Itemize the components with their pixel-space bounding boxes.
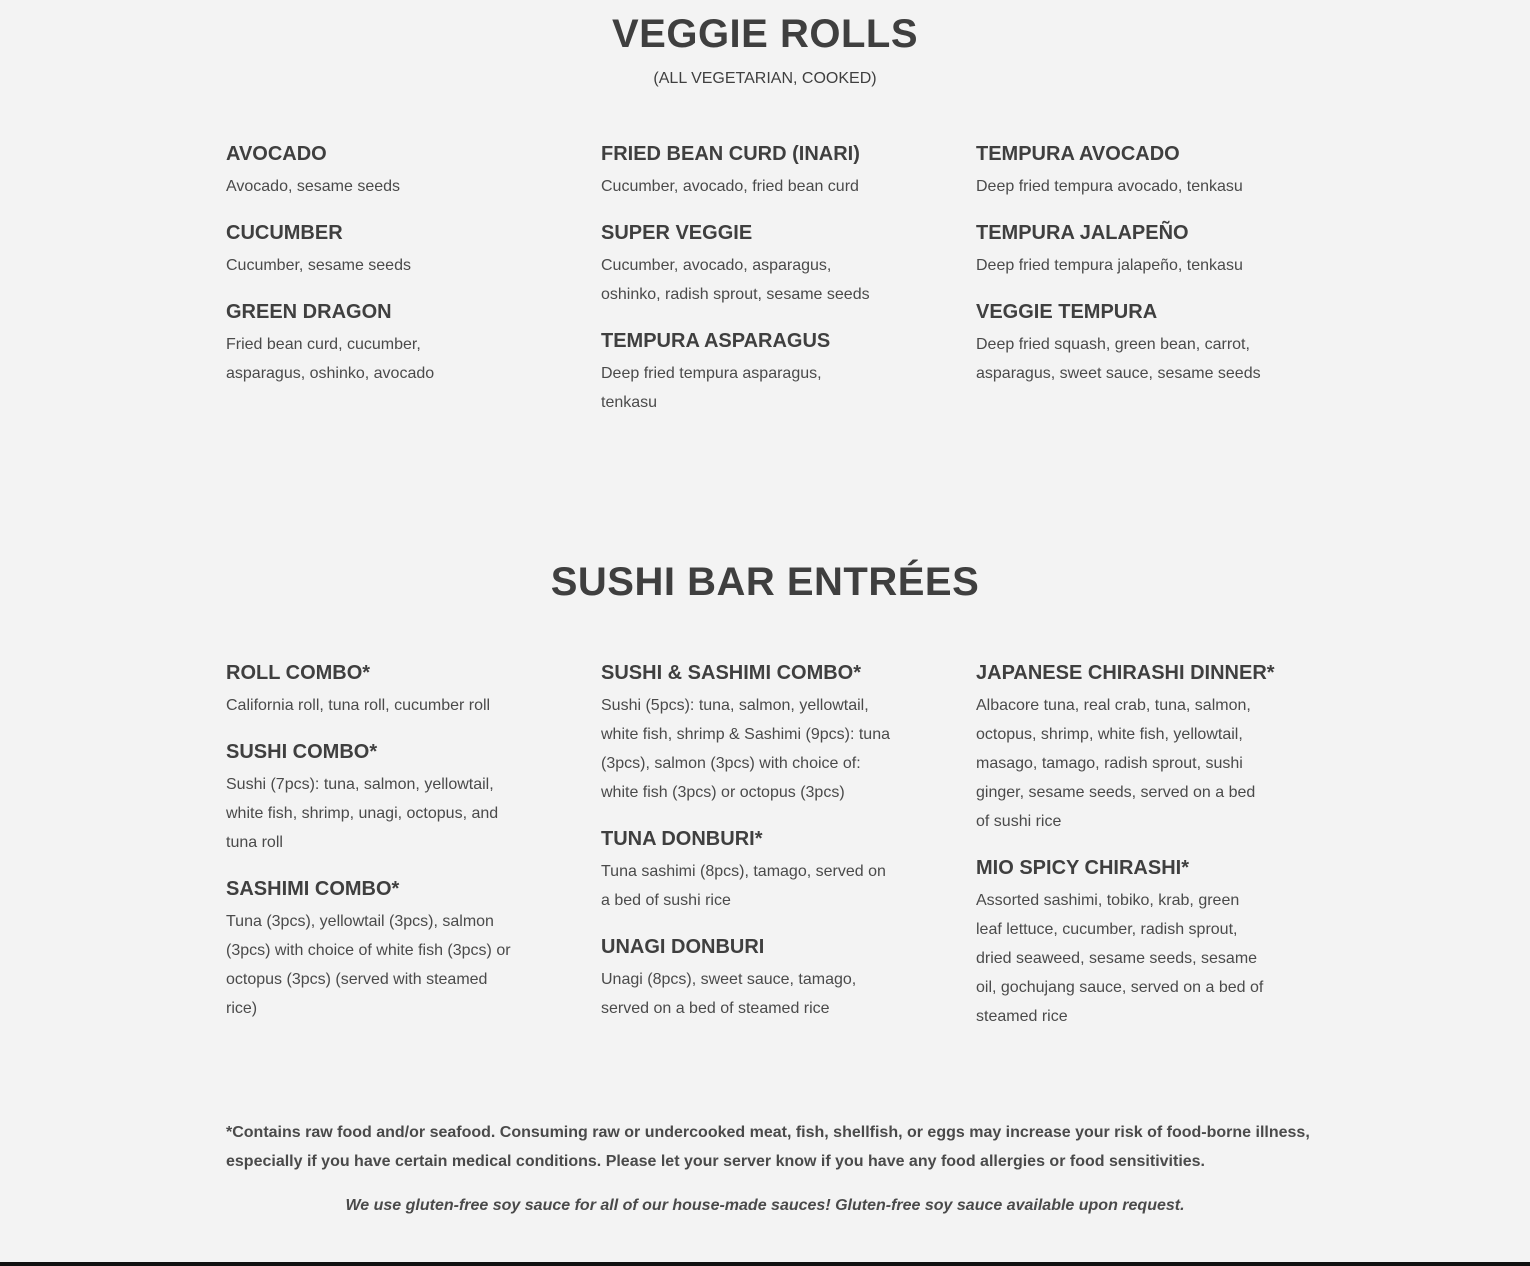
sushi-column-3 — [976, 659, 1275, 1031]
item-description: Cucumber, sesame seeds — [226, 257, 411, 274]
menu-item — [226, 219, 516, 280]
veggie-rolls-subtitle: (ALL VEGETARIAN, COOKED) — [653, 70, 877, 87]
item-name: MIO SPICY CHIRASHI* — [976, 857, 1189, 879]
item-description: California roll, tuna roll, cucumber roll — [226, 697, 491, 714]
item-description: Deep fried tempura asparagus, tenkasu — [601, 365, 822, 411]
item-name: SASHIMI COMBO* — [226, 878, 400, 900]
menu-item — [976, 854, 1266, 1031]
item-name: SUPER VEGGIE — [601, 222, 753, 244]
menu-item — [601, 825, 891, 915]
item-description: Sushi (5pcs): tuna, salmon, yellowtail, white fish, shrimp & Sashimi (9pcs): tuna (3pcs), salmon (3pcs) with choice of: white fish (3pcs) or octopus (3pcs) — [601, 697, 890, 801]
item-name: AVOCADO — [226, 143, 327, 165]
sushi-column-1 — [226, 659, 516, 1023]
item-name: CUCUMBER — [226, 222, 343, 244]
item-name: ROLL COMBO* — [226, 662, 371, 684]
item-description: Cucumber, avocado, asparagus, oshinko, radish sprout, sesame seeds — [601, 257, 870, 303]
item-name: SUSHI COMBO* — [226, 741, 378, 763]
menu-item — [601, 327, 891, 417]
item-description: Tuna sashimi (8pcs), tamago, served on a bed of sushi rice — [601, 863, 886, 909]
item-description: Deep fried tempura jalapeño, tenkasu — [976, 257, 1243, 274]
menu-item — [601, 933, 891, 1023]
menu-item — [601, 140, 891, 201]
item-description: Assorted sashimi, tobiko, krab, green leaf lettuce, cucumber, radish sprout, dried seaweed, sesame seeds, sesame oil, gochujang sauce, served on a bed of steamed rice — [976, 892, 1264, 1025]
item-name: SUSHI & SASHIMI COMBO* — [601, 662, 862, 684]
item-description: Cucumber, avocado, fried bean curd — [601, 178, 859, 195]
menu-item — [226, 298, 516, 388]
menu-item — [976, 140, 1266, 201]
item-description: Tuna (3pcs), yellowtail (3pcs), salmon (3pcs) with choice of white fish (3pcs) or octopus (3pcs) (served with steamed rice) — [226, 913, 511, 1017]
item-description: Deep fried tempura avocado, tenkasu — [976, 178, 1243, 195]
item-name: VEGGIE TEMPURA — [976, 301, 1158, 323]
item-description: Avocado, sesame seeds — [226, 178, 401, 195]
item-name: TEMPURA AVOCADO — [976, 143, 1180, 165]
menu-item — [601, 659, 891, 807]
menu-item — [226, 875, 516, 1023]
menu-item — [601, 219, 891, 309]
sushi-bar-entrees-title: SUSHI BAR ENTRÉES — [550, 560, 980, 604]
item-description: Deep fried squash, green bean, carrot, asparagus, sweet sauce, sesame seeds — [976, 336, 1261, 382]
item-name: TEMPURA ASPARAGUS — [601, 330, 831, 352]
veggie-rolls-title: VEGGIE ROLLS — [611, 12, 919, 56]
veggie-column-1 — [226, 140, 516, 388]
raw-food-disclaimer: *Contains raw food and/or seafood. Consuming raw or undercooked meat, fish, shellfish, or eggs may increase your risk of food-borne illness, especially if you have certain medical conditions. Please let your server know if you have any food allergies or food sensitivities. — [226, 1124, 1310, 1170]
item-name: FRIED BEAN CURD (INARI) — [601, 143, 860, 165]
item-name: GREEN DRAGON — [226, 301, 392, 323]
item-description: Unagi (8pcs), sweet sauce, tamago, served on a bed of steamed rice — [601, 971, 857, 1017]
menu-item — [226, 738, 516, 857]
veggie-column-3 — [976, 140, 1266, 388]
menu-item — [976, 219, 1266, 280]
footer-divider — [0, 1262, 1530, 1266]
menu-item — [226, 659, 516, 720]
item-name: TUNA DONBURI* — [601, 828, 763, 850]
veggie-column-2 — [601, 140, 891, 417]
sushi-column-2 — [601, 659, 891, 1023]
gluten-free-note: We use gluten-free soy sauce for all of our house-made sauces! Gluten-free soy sauce available upon request. — [345, 1197, 1185, 1214]
item-name: UNAGI DONBURI — [601, 936, 765, 958]
item-description: Sushi (7pcs): tuna, salmon, yellowtail, white fish, shrimp, unagi, octopus, and tuna roll — [226, 776, 499, 851]
item-description: Albacore tuna, real crab, tuna, salmon, octopus, shrimp, white fish, yellowtail, masago, tamago, radish sprout, sushi ginger, sesame seeds, served on a bed of sushi rice — [976, 697, 1256, 830]
menu-item — [976, 298, 1266, 388]
item-name: TEMPURA JALAPEÑO — [976, 222, 1189, 244]
item-name: JAPANESE CHIRASHI DINNER* — [976, 662, 1275, 684]
menu-item — [226, 140, 516, 201]
menu-item — [976, 659, 1275, 836]
item-description: Fried bean curd, cucumber, asparagus, oshinko, avocado — [226, 336, 435, 382]
